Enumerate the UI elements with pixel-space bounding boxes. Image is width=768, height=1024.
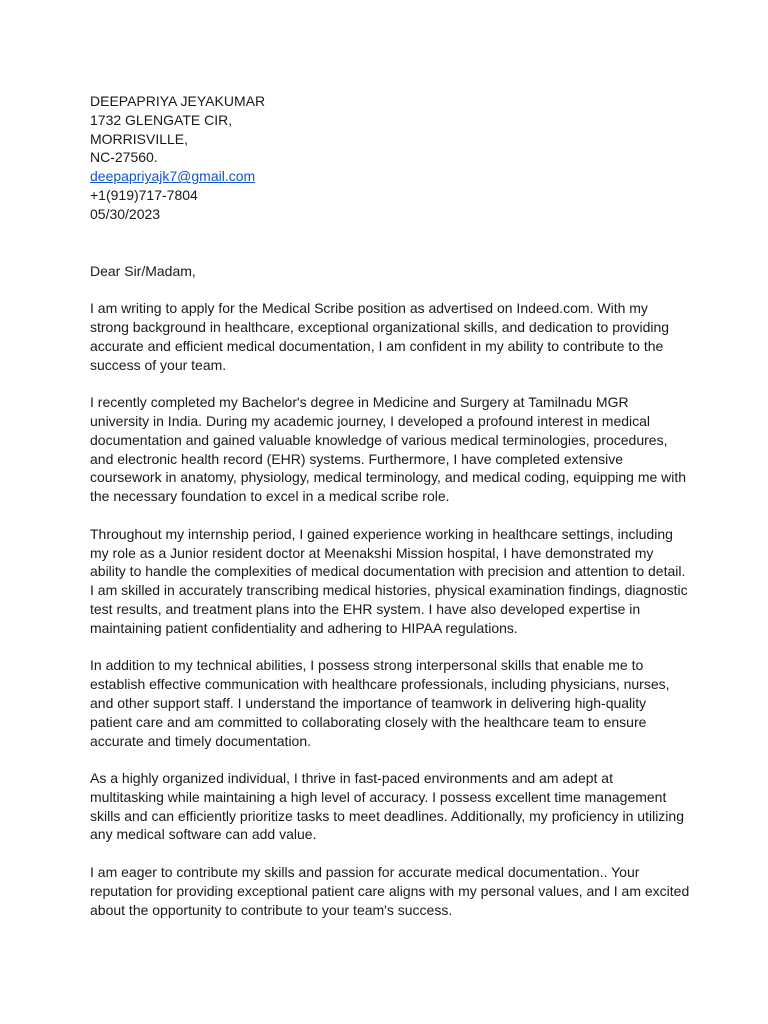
sender-phone: +1(919)717-7804 — [90, 186, 198, 203]
sender-address-block — [90, 92, 690, 224]
body-paragraph-3: Throughout my internship period, I gained experience working in healthcare settings, including my role as a Junior resident doctor at Meenakshi Mission hospital, I have demonstrated my ability to handle the complexities of medical documentation with precision and attention to detail. I am skilled in accurately transcribing medical histories, physical examination findings, diagnostic test results, and treatment plans into the EHR system. I have also developed expertise in maintaining patient confidentiality and adhering to HIPAA regulations. — [90, 525, 688, 636]
sender-name: DEEPAPRIYA JEYAKUMAR — [90, 93, 266, 109]
sender-city: MORRISVILLE, — [90, 130, 189, 147]
sender-street: 1732 GLENGATE CIR, — [90, 111, 233, 128]
body-paragraph-6: I am eager to contribute my skills and passion for accurate medical documentation.. Your reputation for providing exceptional patient care aligns with my personal values, and I am excited about the opportunity to contribute to your team's success. — [90, 864, 690, 918]
body-paragraph-2: I recently completed my Bachelor's degree in Medicine and Surgery at Tamilnadu MGR university in India. During my academic journey, I developed a profound interest in medical documentation and gained valuable knowledge of various medical terminologies, procedures, and electronic health record (EHR) systems. Furthermore, I have completed extensive coursework in anatomy, physiology, medical terminology, and medical coding, equipping me with the necessary foundation to excel in a medical scribe role. — [90, 394, 687, 505]
sender-state-zip: NC-27560. — [90, 149, 158, 166]
sender-email-link[interactable]: deepapriyajk7@gmail.com — [90, 168, 256, 185]
body-paragraph-5: As a highly organized individual, I thrive in fast-paced environments and am adept at multitasking while maintaining a high level of accuracy. I possess excellent time management skills and can efficiently prioritize tasks to meet deadlines. Additionally, my proficiency in utilizing any medical software can add value. — [90, 770, 684, 843]
cover-letter — [90, 92, 690, 919]
body-paragraph-4: In addition to my technical abilities, I possess strong interpersonal skills that enable me to establish effective communication with healthcare professionals, including physicians, nurses, and other support staff. I understand the importance of teamwork in delivering high-quality patient care and am committed to collaborating closely with the healthcare team to ensure accurate and timely documentation. — [90, 657, 670, 749]
body-paragraph-1: I am writing to apply for the Medical Scribe position as advertised on Indeed.com. With my strong background in healthcare, exceptional organizational skills, and dedication to providing accurate and efficient medical documentation, I am confident in my ability to contribute to the success of your team. — [90, 300, 670, 373]
salutation: Dear Sir/Madam, — [90, 262, 196, 279]
letter-date: 05/30/2023 — [90, 205, 161, 222]
